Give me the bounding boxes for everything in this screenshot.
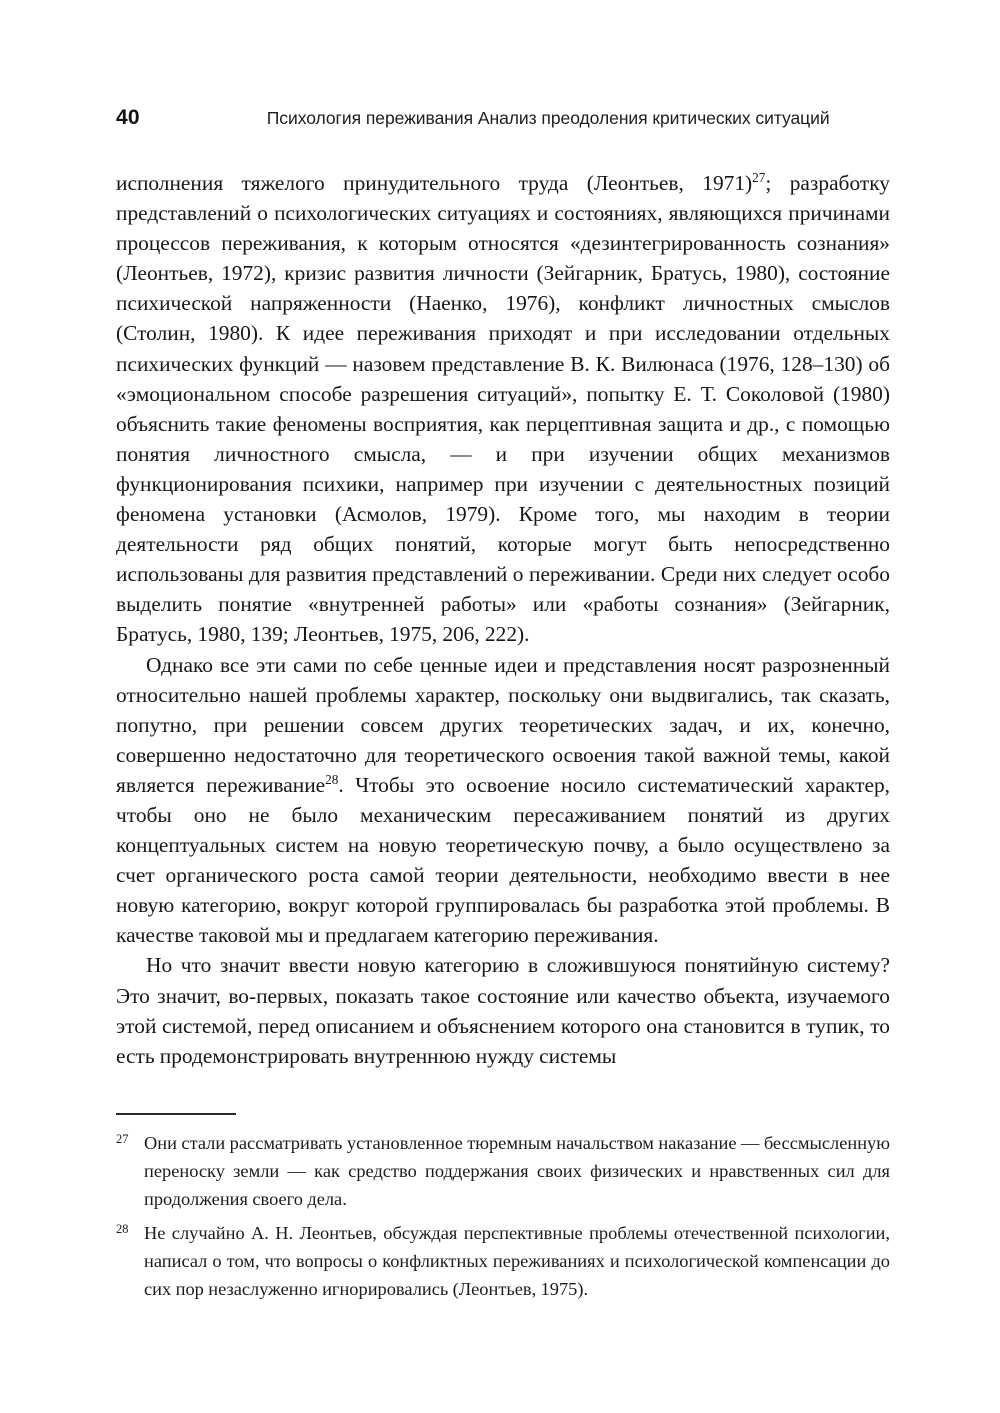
paragraph: исполнения тяжелого принудительного труда (Леонтьев, 1971)$^{27}$; разработку представлений о психологических ситуациях и состояниях, являющихся причинами процессов переживания, к которым относятся «дезинтегрированность сознания» (Леонтьев, 1972), кризис развития личности (Зейгарник, Братусь, 1980), состояние психической напряженности (Наенко, 1976), конфликт личностных смыслов (Столин, 1980). К идее переживания приходят и при исследовании отдельных психических функций — назовем представление В. К. Вилюнаса (1976, 128–130) об «эмоциональном способе разрешения ситуаций», попытку Е. Т. Соколовой (1980) объяснить такие феномены восприятия, как перцептивная защита и др., с помощью понятия личностного смысла, — и при изучении общих механизмов функционирования психики, например при изучении с деятельностных позиций феномена установки (Асмолов, 1979). Кроме того, мы находим в теории деятельности ряд общих понятий, которые могут быть непосредственно использованы для развития представлений о переживании. Среди них следует особо выделить понятие «внутренней работы» или «работы сознания» (Зейгарник, Братусь, 1980, 139; Леонтьев, 1975, 206, 222).: [116, 169, 890, 647]
running-head: [116, 106, 890, 134]
main-text-block: [116, 168, 890, 1071]
page-number: 40: [116, 106, 140, 129]
running-title: Психология переживания Анализ преодоления критических ситуаций: [266, 108, 830, 128]
footnote: [116, 1219, 890, 1303]
footnote-text: Не случайно А. Н. Леонтьев, обсуждая перспективные проблемы отечественной психологии, написал о том, что вопросы о конфликтных переживаниях и психологической компенсации до сих пор незаслуженно игнорировались (Леонтьев, 1975).: [144, 1223, 890, 1300]
footnote-reference-28[interactable]: 28: [325, 771, 339, 787]
footnote-text: Они стали рассматривать установленное тюремным начальством наказание — бессмысленную переноску земли — как средство поддержания своих физических и нравственных сил для продолжения своего дела.: [144, 1133, 890, 1210]
footnote: [116, 1129, 890, 1213]
paragraph: Но что значит ввести новую категорию в сложившуюся понятийную систему? Это значит, во-первых, показать такое состояние или качество объекта, изучаемого этой системой, перед описанием и объяснением которого она становится в тупик, то есть продемонстрировать внутреннюю нужду системы: [116, 953, 890, 1068]
footnote-area: [116, 1113, 890, 1304]
footnote-marker: 28: [116, 1222, 129, 1237]
footnote-separator-rule: [116, 1113, 236, 1115]
paragraph: Однако все эти сами по себе ценные идеи и представления носят разрозненный относительно нашей проблемы характер, поскольку они выдвигались, так сказать, попутно, при решении совсем других теоретических задач, и их, конечно, совершенно недостаточно для теоретического освоения такой важной темы, какой является переживание$^{28}$. Чтобы это освоение носило систематический характер, чтобы оно не было механическим пересаживанием понятий из других концептуальных систем на новую теоретическую почву, а было осуществлено за счет органического роста самой теории деятельности, необходимо ввести в нее новую категорию, вокруг которой группировалась бы разработка этой проблемы. В качестве таковой мы и предлагаем категорию переживания.: [116, 652, 890, 948]
footnote-reference-27[interactable]: 27: [752, 169, 766, 185]
footnote-marker: 27: [116, 1132, 129, 1146]
